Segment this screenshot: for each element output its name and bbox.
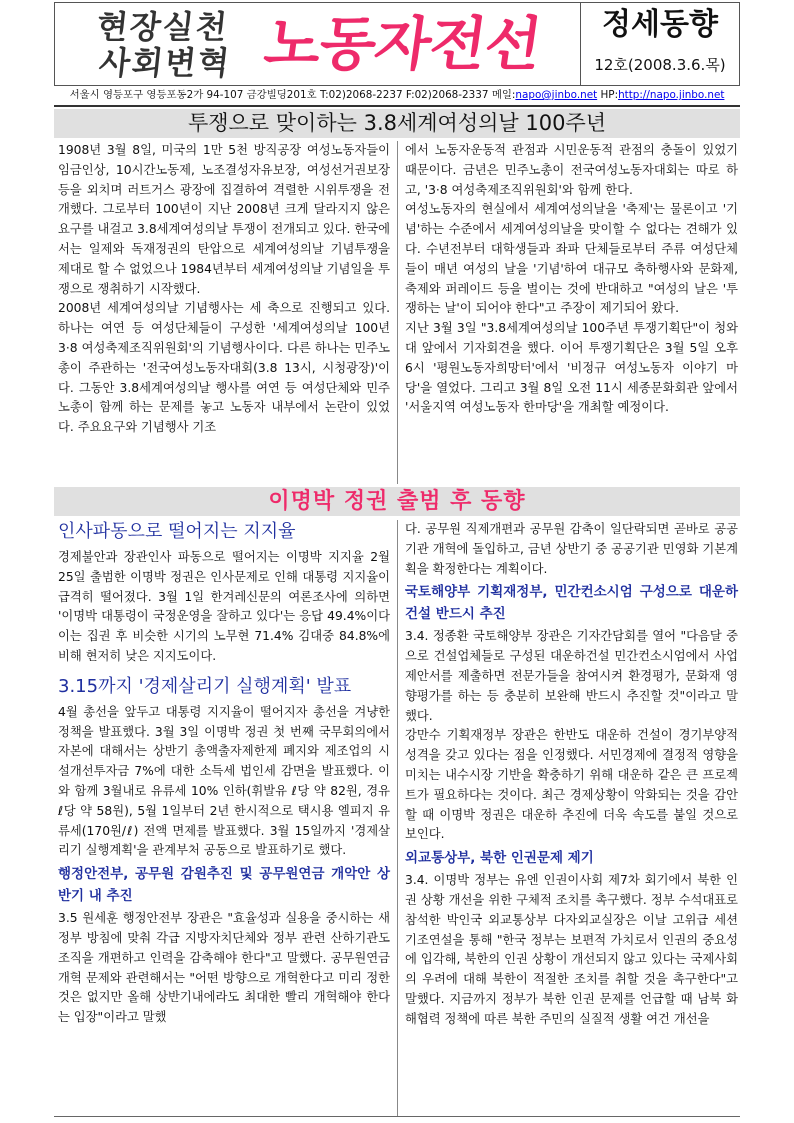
phone: T:02)2068-2237 — [319, 89, 403, 101]
homepage-link[interactable]: http://napo.jinbo.net — [618, 89, 725, 101]
article2-paragraph: 3.5 원세훈 행정안전부 장관은 "효율성과 실용을 중시하는 새 정부 방침에 맞춰 각급 지방자치단체와 정부 관련 산하기관도 조직을 개편하고 인력을 감축해야 한다"고 말했다. 공무원연금 개혁 문제와 관련해서는 "어떤 방향으로 개혁한다고 미리 정한 것은 없지만 올해 상반기내에라도 최대한 빨리 개혁해야 한다는 입장"이라고 말했 — [58, 911, 390, 1025]
issue-number: 12호(2008.3.6.목) — [594, 56, 726, 74]
article2-paragraph: 강만수 기획재정부 장관은 한반도 대운하 건설이 경기부양적 성격을 갖고 있다는 점을 인정했다. 서민경제에 결정적 영향을 미치는 내수시장 기반을 확충하기 위해 대운하 같은 큰 프로젝트가 필요하다는 것이다. 최근 경제상황이 악화되는 것을 감안할 때 이명박 정권은 대운하 추진에 더욱 속도를 붙일 것으로 보인다. — [405, 728, 738, 842]
contact-bar — [54, 87, 740, 104]
slogan — [91, 9, 259, 81]
article2-paragraph: 다. 공무원 직제개편과 공무원 감축이 일단락되면 곧바로 공공기관 개혁에 돌입하고, 금년 상반기 중 공공기관 민영화 기본계획을 확정한다는 계획이다. — [405, 522, 738, 576]
slogan-line-2: 사회변혁 — [97, 44, 233, 82]
subheading-public-servants: 행정안전부, 공무원 감원추진 및 공무원연금 개악안 상반기 내 추진 — [58, 866, 390, 905]
article2-paragraph: 3.4. 이명박 정부는 유엔 인권이사회 제7차 회기에서 북한 인권 상황 개선을 위한 구체적 조치를 촉구했다. 정부 수석대표로 참석한 박인국 외교통상부 다자외교실장은 이날 고위급 세션 기조연설을 통해 "한국 정부는 보편적 가치로서 인권의 중요성에 입각해, 북한의 인권 상황이 개선되지 않고 있다는 국제사회의 우려에 대해 북한이 적절한 조치를 취할 것을 촉구한다"고 말했다. 지금까지 정부가 북한 인권 문제를 언급할 때 남북 화해협력 정책에 따른 북한 주민의 실질적 생활 여건 개선을 — [405, 873, 738, 1026]
bottom-divider — [54, 1116, 740, 1117]
fax: F:02)2068-2337 — [405, 89, 489, 101]
article1-paragraph: 여성노동자의 현실에서 세계여성의날을 '축제'는 물론이고 '기념'하는 수준에서 세계여성의날을 맞이할 수 없다는 견해가 있다. 수년전부터 대학생들과 좌파 단체들로부터 주류 여성단체들이 매년 여성의 날을 '기념'하여 대규모 축하행사와 문화제, 축제와 퍼레이드 등을 벌이는 것에 반대하고 "여성의 날은 '투쟁하는 날'이 되어야 한다"고 주장이 제기되어 왔다. — [405, 202, 738, 316]
article1-paragraph: 2008년 세계여성의날 기념행사는 세 축으로 진행되고 있다. 하나는 여연 등 여성단체들이 구성한 '세계여성의날 100년 3·8 여성축제조직위원회'의 기념행사이다. 다른 하나는 민주노총이 주관하는 '전국여성노동자대회(3.8 13시, 시청광장)'이다. 그동안 3.8세계여성의날 행사를 여연 등 여성단체와 민주노총이 함께 하는 문제를 놓고 노동자 내부에서 논란이 있었다. 주요요구와 기념행사 기조 — [58, 301, 390, 435]
article2-paragraph: 4월 총선을 앞두고 대통령 지지율이 떨어지자 총선을 겨냥한 정책을 발표했다. 3월 3일 이명박 정권 첫 번째 국무회의에서 자본에 대해서는 상반기 총액출자제한제 폐지와 제조업의 시설개선투자금 7%에 대한 소득세 법인세 감면을 발표했다. 이와 함께 3월내로 유류세 10% 인하(휘발유 ℓ당 약 82원, 경유 ℓ당 약 58원), 5월 1일부터 2년 한시적으로 택시용 엘피지 유류세(170원/ℓ) 전액 면제를 발표했다. 3월 15일까지 '경제살리기 실행계획'을 관계부처 공동으로 발표하기로 했다. — [58, 704, 390, 858]
section-box — [580, 3, 739, 85]
newsletter-logo: 노동자전선 — [260, 10, 545, 78]
section-title: 정세동향 — [602, 7, 718, 42]
column-divider — [397, 141, 398, 484]
article1-paragraph: 에서 노동자운동적 관점과 시민운동적 관점의 충돌이 있었기 때문이다. 금년은 민주노총이 전국여성노동자대회는 따로 하고, '3·8 여성축제조직위원회'와 함께 한다. — [405, 143, 738, 197]
article2-headline: 이명박 정권 출범 후 동향 — [54, 487, 740, 516]
email-label: 메일: — [491, 89, 516, 101]
subheading-human-rights: 외교통상부, 북한 인권문제 제기 — [405, 850, 594, 867]
subheading-approval-rating: 인사파동으로 떨어지는 지지율 — [58, 521, 296, 542]
article1-headline: 투쟁으로 맞이하는 3.8세계여성의날 100주년 — [54, 109, 740, 138]
subheading-economy-plan: 3.15까지 '경제살리기 실행계획' 발표 — [58, 675, 352, 697]
article2-left-column — [58, 520, 390, 1028]
email-link[interactable]: napo@jinbo.net — [515, 89, 598, 101]
article2-right-column — [405, 520, 738, 1030]
article1-paragraph: 지난 3월 3일 "3.8세계여성의날 100주년 투쟁기획단"이 청와대 앞에서 기자회견을 했다. 이어 투쟁기획단은 3월 5일 오후 6시 '평원노동자희망터'에서 '비정규 여성노동자 이야기 마당'을 열었다. 그리고 3월 8일 오전 11시 세종문화회관 앞에서 '서울지역 여성노동자 한마당'을 개최할 예정이다. — [405, 321, 738, 415]
masthead — [54, 2, 740, 86]
newsletter-page — [54, 0, 740, 1123]
subheading-canal: 국토해양부 기획재정부, 민간컨소시엄 구성으로 대운하건설 반드시 추진 — [405, 584, 738, 623]
article1-right-column — [405, 141, 738, 418]
homepage-label: HP: — [600, 89, 619, 101]
article1-paragraph: 1908년 3월 8일, 미국의 1만 5천 방직공장 여성노동자들이 임금인상, 10시간노동제, 노조결성자유보장, 여성선거권보장 등을 외치며 러트거스 광장에 집결하여 격렬한 시위투쟁을 전개했다. 그로부터 100년이 지난 2008년 크게 달라지지 않은 요구를 내걸고 3.8세계여성의날 투쟁이 전개되고 있다. 한국에서는 일제와 독재정권의 탄압으로 세계여성의날 기념투쟁을 제대로 할 수 없었으나 1984년부터 세계여성의날 기념일을 투쟁으로 쟁취하기 시작했다. — [58, 143, 391, 296]
contact-divider — [54, 105, 740, 107]
article2-paragraph: 경제불안과 장관인사 파동으로 떨어지는 이명박 지지율 2월 25일 출범한 이명박 정권은 인사문제로 인해 대통령 지지율이 급격히 떨어졌다. 3월 1일 한겨레신문의 여론조사에 의하면 '이명박 대통령이 국정운영을 잘하고 있다'는 응답 49.4%이다 이는 집권 후 비슷한 시기의 노무현 71.4% 김대중 84.8%에 비해 현저히 낮은 지지도이다. — [58, 550, 390, 663]
address: 서울시 영등포구 영등포동2가 94-107 금강빌딩201호 — [69, 89, 317, 101]
article1-left-column — [58, 141, 390, 438]
column-divider — [397, 520, 398, 1116]
slogan-line-1: 현장실천 — [94, 8, 231, 46]
article2-paragraph: 3.4. 정종환 국토해양부 장관은 기자간담회를 열어 "다음달 중으로 건설업체들로 구성된 대운하건설 민간컨소시엄에서 사업제안서를 제출하면 전문가들을 참여시켜 환경평가, 문화재 영향평가를 하는 등 충분히 보완해 반드시 추진할 것"이라고 말했다. — [405, 629, 738, 723]
